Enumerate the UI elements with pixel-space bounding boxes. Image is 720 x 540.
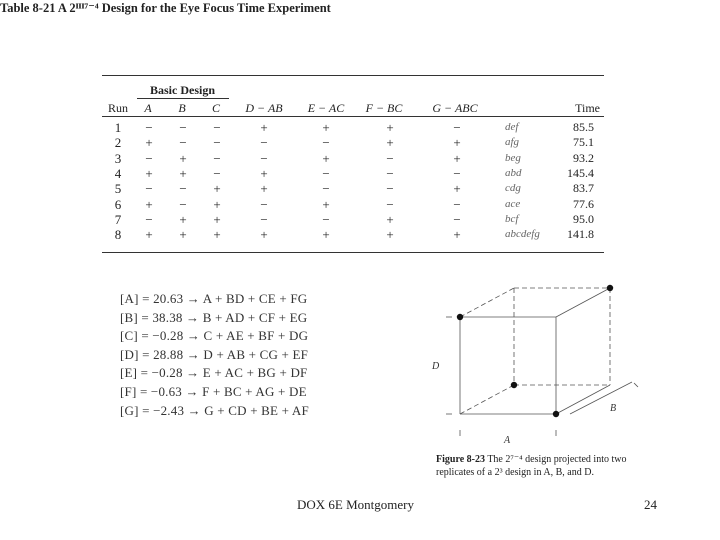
group-underline bbox=[137, 98, 229, 99]
column-header: B bbox=[178, 101, 186, 115]
sign-cell: − bbox=[386, 181, 394, 197]
treatment-combination: def bbox=[505, 121, 519, 133]
sign-cell: + bbox=[145, 135, 153, 151]
sign-cell: + bbox=[213, 211, 221, 227]
sign-cell: − bbox=[386, 165, 394, 181]
sign-cell: − bbox=[322, 135, 330, 151]
figure-caption bbox=[436, 453, 656, 479]
run-number: 8 bbox=[114, 227, 122, 243]
sign-cell: − bbox=[260, 135, 268, 151]
sign-cell: + bbox=[386, 120, 394, 135]
sign-cell: − bbox=[453, 211, 461, 227]
run-number: 6 bbox=[114, 196, 122, 212]
sign-cell: + bbox=[179, 165, 187, 181]
sign-cell: + bbox=[322, 120, 330, 135]
page-number: 24 bbox=[644, 497, 657, 512]
table-title: Table 8-21 A 2ᴵᴵᴵ⁷⁻⁴ Design for the Eye Focus Time Experiment bbox=[0, 1, 331, 15]
sign-cell: + bbox=[322, 150, 330, 166]
table-bottom-rule bbox=[102, 252, 604, 253]
run-number: 4 bbox=[114, 165, 122, 181]
design-point bbox=[607, 285, 613, 291]
sign-cell: − bbox=[453, 165, 461, 181]
treatment-combination: afg bbox=[505, 136, 520, 149]
treatment-combination: abd bbox=[505, 166, 522, 179]
sign-cell: + bbox=[213, 227, 221, 243]
alias-equation: [A] = 20.63 → A + BD + CE + FG bbox=[120, 291, 308, 306]
time-value: 93.2 bbox=[573, 150, 594, 165]
column-header: Time bbox=[575, 101, 600, 115]
sign-cell: + bbox=[260, 227, 268, 243]
caption-label: Figure 8-23 bbox=[436, 454, 485, 465]
sign-cell: − bbox=[260, 196, 268, 212]
sign-cell: + bbox=[179, 150, 187, 166]
sign-cell: + bbox=[453, 181, 461, 197]
sign-cell: + bbox=[386, 227, 394, 243]
sign-cell: − bbox=[179, 196, 187, 212]
run-number: 5 bbox=[114, 181, 122, 197]
table-top-rule bbox=[102, 75, 604, 76]
run-number: 2 bbox=[114, 135, 122, 151]
column-header: Run bbox=[107, 101, 128, 115]
treatment-combination: abcdefg bbox=[505, 228, 540, 241]
sign-cell: − bbox=[260, 150, 268, 166]
column-header: F − BC bbox=[365, 101, 403, 115]
axis-a-label: A bbox=[504, 435, 511, 446]
run-number: 1 bbox=[114, 120, 122, 135]
sign-cell: + bbox=[453, 135, 461, 151]
caption-text: The 2⁷⁻⁴ design projected into two replicates of a 2³ design in A, B, and D. bbox=[436, 454, 627, 478]
sign-cell: − bbox=[322, 165, 330, 181]
sign-cell: − bbox=[213, 150, 221, 166]
footer-source: DOX 6E Montgomery bbox=[297, 497, 414, 512]
alias-equation: [F] = −0.63 → F + BC + AG + DE bbox=[120, 384, 307, 399]
sign-cell: + bbox=[386, 211, 394, 227]
sign-cell: − bbox=[145, 120, 153, 135]
axis-d-label: D bbox=[432, 361, 440, 372]
design-point bbox=[511, 382, 517, 388]
sign-cell: + bbox=[145, 165, 153, 181]
sign-cell: + bbox=[213, 181, 221, 197]
sign-cell: + bbox=[179, 227, 187, 243]
sign-cell: − bbox=[213, 165, 221, 181]
sign-cell: − bbox=[322, 211, 330, 227]
design-point bbox=[457, 314, 463, 320]
time-value: 145.4 bbox=[567, 165, 594, 180]
design-point bbox=[553, 411, 559, 417]
sign-cell: + bbox=[260, 120, 268, 135]
group-header: Basic Design bbox=[150, 83, 216, 97]
sign-cell: − bbox=[145, 181, 153, 197]
time-value: 75.1 bbox=[573, 135, 594, 150]
sign-cell: − bbox=[145, 150, 153, 166]
sign-cell: + bbox=[145, 227, 153, 243]
sign-cell: − bbox=[322, 181, 330, 197]
header-rule bbox=[102, 116, 604, 117]
time-value: 95.0 bbox=[573, 211, 594, 226]
column-header: C bbox=[211, 101, 220, 115]
treatment-combination: ace bbox=[505, 197, 521, 210]
sign-cell: + bbox=[322, 196, 330, 212]
time-value: 77.6 bbox=[573, 196, 594, 211]
sign-cell: − bbox=[213, 120, 221, 135]
time-value: 85.5 bbox=[573, 120, 594, 134]
column-header: E − AC bbox=[307, 101, 345, 115]
alias-equation: [D] = 28.88 → D + AB + CG + EF bbox=[120, 346, 309, 362]
sign-cell: − bbox=[213, 135, 221, 151]
sign-cell: + bbox=[179, 211, 187, 227]
time-value: 83.7 bbox=[573, 181, 594, 196]
sign-cell: + bbox=[260, 165, 268, 181]
run-number: 3 bbox=[114, 150, 122, 166]
alias-equation: [C] = −0.28 → C + AE + BF + DG bbox=[120, 328, 309, 344]
column-header: D − AB bbox=[245, 101, 283, 115]
sign-cell: + bbox=[213, 196, 221, 212]
time-value: 141.8 bbox=[567, 227, 594, 242]
sign-cell: + bbox=[322, 227, 330, 243]
run-number: 7 bbox=[114, 211, 122, 227]
sign-cell: + bbox=[145, 196, 153, 212]
alias-equation: [B] = 38.38 → B + AD + CF + EG bbox=[120, 309, 308, 325]
sign-cell: − bbox=[179, 181, 187, 197]
column-header: A bbox=[144, 101, 152, 115]
treatment-combination: bcf bbox=[505, 212, 519, 225]
sign-cell: − bbox=[386, 196, 394, 212]
sign-cell: − bbox=[453, 196, 461, 212]
cube-figure bbox=[420, 280, 660, 450]
column-header: G − ABC bbox=[432, 101, 478, 115]
treatment-combination: cdg bbox=[505, 182, 521, 195]
sign-cell: − bbox=[260, 211, 268, 227]
sign-cell: − bbox=[453, 120, 461, 135]
sign-cell: − bbox=[145, 211, 153, 227]
sign-cell: + bbox=[453, 227, 461, 243]
sign-cell: − bbox=[179, 120, 187, 135]
alias-equation: [E] = −0.28 → E + AC + BG + DF bbox=[120, 365, 308, 381]
treatment-combination: beg bbox=[505, 151, 521, 164]
sign-cell: − bbox=[179, 135, 187, 151]
alias-equation: [G] = −2.43 → G + CD + BE + AF bbox=[120, 402, 309, 418]
sign-cell: + bbox=[453, 150, 461, 166]
sign-cell: − bbox=[386, 150, 394, 166]
axis-b-label: B bbox=[610, 403, 617, 414]
sign-cell: + bbox=[260, 181, 268, 197]
sign-cell: + bbox=[386, 135, 394, 151]
